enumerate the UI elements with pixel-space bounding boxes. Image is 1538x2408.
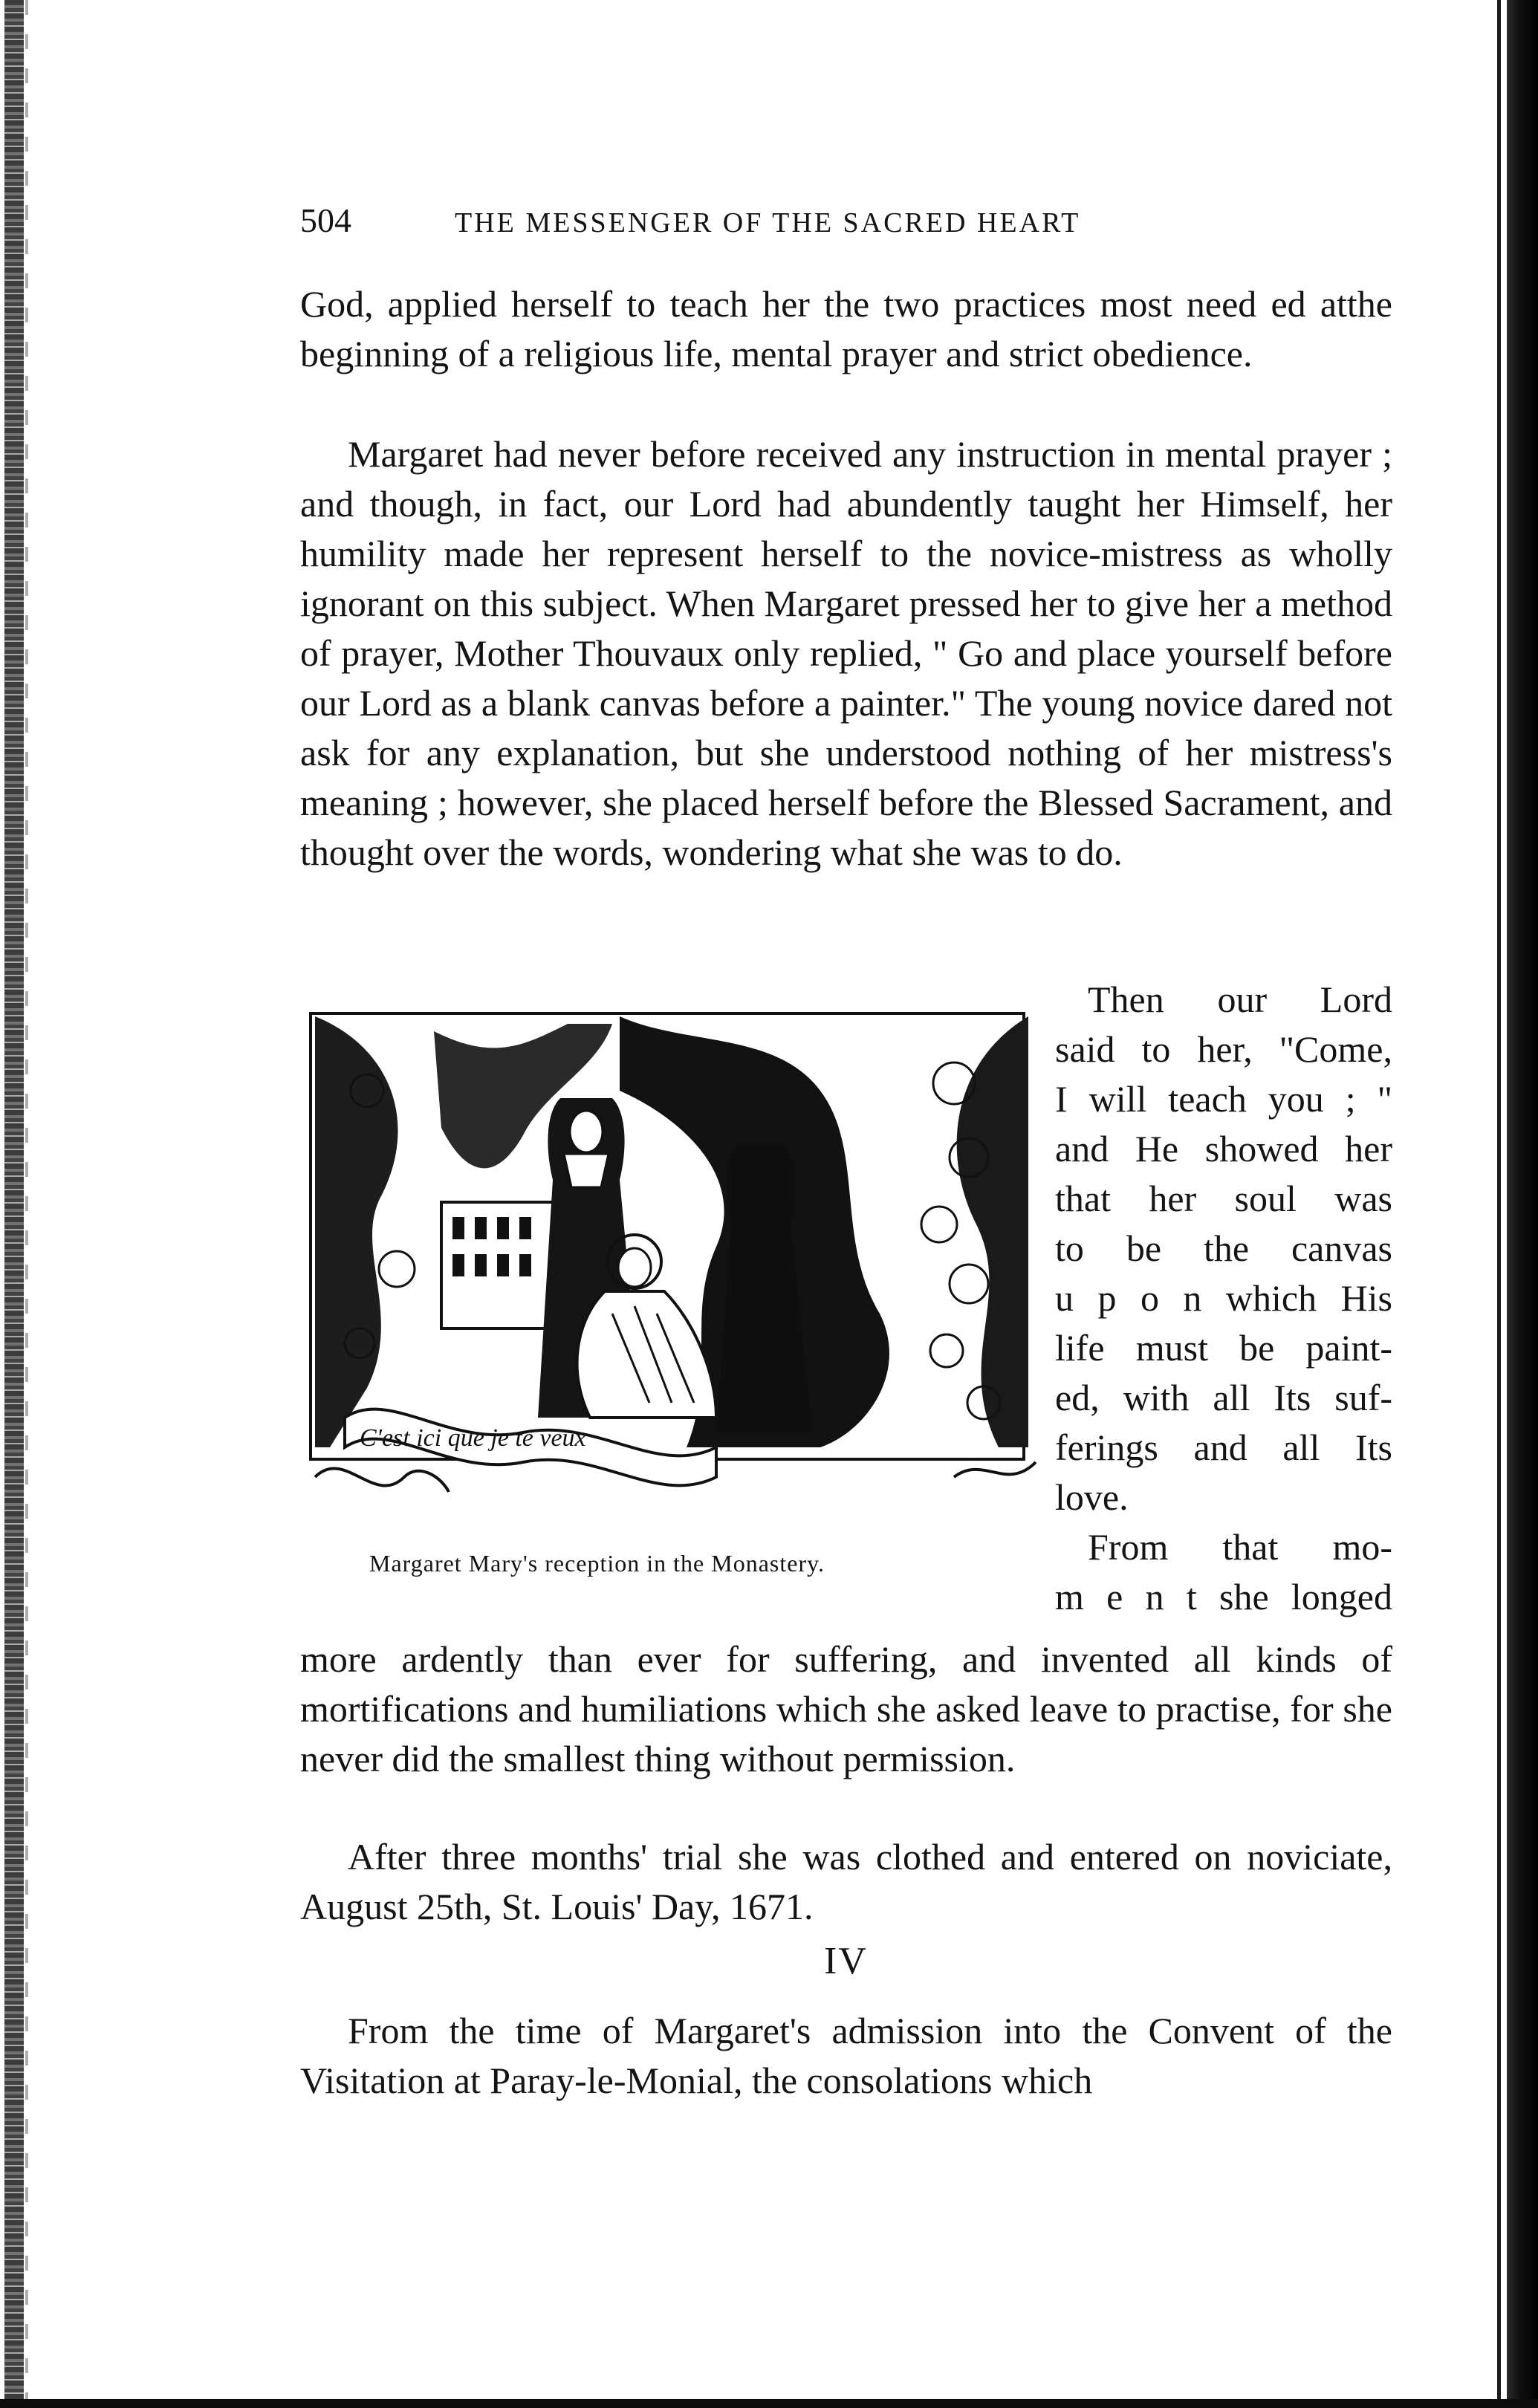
- page-edge-left-inner: [25, 0, 28, 2408]
- side-line: u p o n which His: [1055, 1277, 1392, 1319]
- paragraph-4: After three months' trial she was clothed and entered on noviciate, August 25th, St. Louis' Day, 1671.: [300, 1836, 1392, 1927]
- page-edge-right-line: [1497, 0, 1501, 2408]
- page-number: 504: [300, 201, 351, 239]
- banner-text: C'est ici que je te veux: [360, 1424, 586, 1452]
- side-line: that her soul was: [1055, 1178, 1392, 1219]
- page-edge-right: [1507, 0, 1538, 2408]
- wraparound-text: [1055, 975, 1392, 1622]
- side-line: to be the canvas: [1055, 1227, 1392, 1269]
- paragraph-2: Margaret had never before received any instruction in mental prayer ; and though, in fact, our Lord had abundently taught her Himself, her humility made her represent herself to the novice-mistress as wholly ignorant on this subject. When Margaret pressed her to give her a method of prayer, Mother Thouvaux only replied, " Go and place yourself before our Lord as a blank canvas before a painter." The young novice dared not ask for any explanation, but she understood nothing of her mistress's meaning ; however, she placed herself before the Blessed Sacrament, and thought over the words, wondering what she was to do.: [300, 433, 1392, 873]
- side-line: Then our Lord: [1088, 979, 1392, 1020]
- running-title: THE MESSENGER OF THE SACRED HEART: [455, 207, 1081, 238]
- side-line: ed, with all Its suf-: [1055, 1377, 1392, 1418]
- side-line: ferings and all Its: [1055, 1427, 1392, 1468]
- page-header: [300, 201, 1400, 245]
- side-line: m e n t she longed: [1055, 1576, 1392, 1617]
- paragraph-1: God, applied herself to teach her the two practices most need ed atthe beginning of a religious life, mental prayer and strict obedience.: [300, 283, 1392, 374]
- section-heading: IV: [824, 1940, 868, 1982]
- engraving-illustration: [300, 1002, 1045, 1544]
- side-line: said to her, "Come,: [1055, 1028, 1392, 1070]
- page-edge-bottom: [0, 2399, 1538, 2408]
- figure-caption: Margaret Mary's reception in the Monastery.: [369, 1550, 825, 1577]
- side-line: I will teach you ; ": [1055, 1078, 1392, 1120]
- paragraph-5: From the time of Margaret's admission into the Convent of the Visitation at Paray-le-Monial, the consolations which: [300, 2010, 1392, 2101]
- side-line: love.: [1055, 1476, 1129, 1518]
- side-line: and He showed her: [1055, 1128, 1392, 1169]
- side-line: life must be paint-: [1055, 1327, 1392, 1369]
- paragraph-3: more ardently than ever for suffering, and invented all kinds of mortifications and humiliations which she asked leave to practise, for she never did the smallest thing without permission.: [300, 1638, 1392, 1779]
- illustration: [300, 1002, 1045, 1544]
- side-line: From that mo-: [1088, 1526, 1392, 1568]
- page-edge-left: [4, 0, 24, 2408]
